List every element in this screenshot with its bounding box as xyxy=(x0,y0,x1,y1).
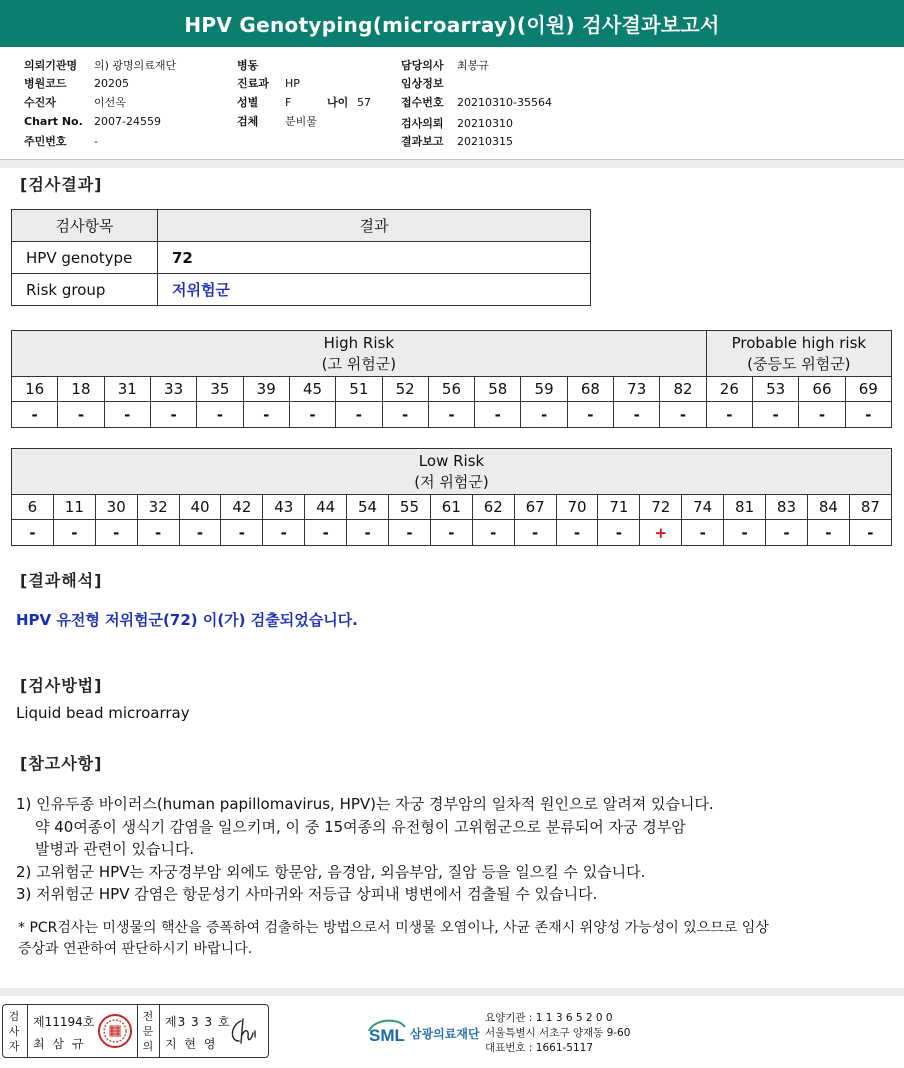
footer-divider xyxy=(0,988,904,996)
method-text: Liquid bead microarray xyxy=(16,704,190,722)
report-title: HPV Genotyping(microarray)(이원) 검사결과보고서 xyxy=(184,13,720,37)
high-type-cell-11: 59 xyxy=(521,377,567,402)
seal-stamp-icon xyxy=(97,1013,133,1049)
org-address-block xyxy=(485,1011,630,1056)
low-result-cell-6: - xyxy=(263,520,305,546)
receipt-row: 접수번호 20210310-35564 xyxy=(401,96,552,109)
high-result-cell-10: - xyxy=(475,402,521,428)
high-result-cell-5: - xyxy=(243,402,289,428)
high-type-row xyxy=(12,377,892,402)
high-result-cell-14: - xyxy=(660,402,706,428)
low-result-cell-4: - xyxy=(179,520,221,546)
note-1-cont: 발병과 관련이 있습니다. xyxy=(35,840,195,858)
pcr-disclaimer: * PCR검사는 미생물의 핵산을 증폭하여 검출하는 방법으로서 미생물 오염이나, 사균 존재시 위양성 가능성이 있으므로 임상 증상과 연관하여 판단하시기 바랍니다. xyxy=(18,920,769,957)
high-type-cell-13: 73 xyxy=(614,377,660,402)
low-type-cell-20: 87 xyxy=(849,495,891,520)
high-type-cell-5: 39 xyxy=(243,377,289,402)
low-result-cell-16: - xyxy=(682,520,724,546)
low-type-cell-19: 84 xyxy=(807,495,849,520)
high-type-cell-17: 66 xyxy=(799,377,845,402)
note-1-cont: 약 40여종이 생식기 감염을 일으키며, 이 중 15여종의 유전형이 고위험군으로 분류되어 자궁 경부암 xyxy=(35,817,686,836)
row-label-genotype: HPV genotype xyxy=(12,242,158,274)
high-result-cell-11: - xyxy=(521,402,567,428)
high-result-cell-13: - xyxy=(614,402,660,428)
high-type-cell-0: 16 xyxy=(12,377,58,402)
probable-risk-header: Probable high risk (중등도 위험군) xyxy=(706,331,891,377)
high-type-cell-7: 51 xyxy=(336,377,382,402)
svg-text:SML: SML xyxy=(369,1026,405,1045)
high-type-cell-4: 35 xyxy=(197,377,243,402)
high-result-cell-8: - xyxy=(382,402,428,428)
low-result-cell-18: - xyxy=(766,520,808,546)
high-type-cell-2: 31 xyxy=(104,377,150,402)
signature-box xyxy=(2,1004,269,1058)
patient-row: 수진자 이선옥 xyxy=(24,96,126,109)
low-result-cell-11: - xyxy=(472,520,514,546)
low-type-cell-5: 42 xyxy=(221,495,263,520)
divider xyxy=(159,1005,160,1057)
high-result-cell-2: - xyxy=(104,402,150,428)
low-result-cell-20: - xyxy=(849,520,891,546)
high-risk-table xyxy=(11,330,892,428)
tester-vertical-label: 검 사 자 xyxy=(8,1010,20,1053)
high-result-cell-7: - xyxy=(336,402,382,428)
table-row xyxy=(12,242,591,274)
col-header-result: 결과 xyxy=(158,210,591,242)
high-risk-header: High Risk (고 위험군) xyxy=(12,331,707,377)
high-type-cell-15: 26 xyxy=(706,377,752,402)
col-header-item: 검사항목 xyxy=(12,210,158,242)
high-result-cell-6: - xyxy=(289,402,335,428)
low-result-cell-10: - xyxy=(430,520,472,546)
high-type-cell-8: 52 xyxy=(382,377,428,402)
low-type-cell-6: 43 xyxy=(263,495,305,520)
low-type-cell-17: 81 xyxy=(724,495,766,520)
low-type-cell-14: 71 xyxy=(598,495,640,520)
table-row xyxy=(12,274,591,306)
tester-license-no: 제11194호 xyxy=(33,1015,95,1029)
low-type-cell-8: 54 xyxy=(347,495,389,520)
note-3: 3) 저위험군 HPV 감염은 항문성기 사마귀와 저등급 상피내 병변에서 검출될 수 있습니다. xyxy=(16,885,598,903)
dept-row: 진료과 HP xyxy=(237,77,300,90)
low-result-cell-15: + xyxy=(640,520,682,546)
patient-info-block xyxy=(0,47,904,160)
high-result-cell-9: - xyxy=(428,402,474,428)
low-type-cell-16: 74 xyxy=(682,495,724,520)
low-type-cell-9: 55 xyxy=(389,495,431,520)
report-title-bar xyxy=(0,0,904,47)
resident-row: 주민번호 - xyxy=(24,135,98,148)
low-type-cell-12: 67 xyxy=(514,495,556,520)
high-type-cell-12: 68 xyxy=(567,377,613,402)
low-type-cell-3: 32 xyxy=(137,495,179,520)
divider xyxy=(27,1005,28,1057)
low-result-row xyxy=(12,520,892,546)
high-type-cell-18: 69 xyxy=(845,377,891,402)
doctor-row: 담당의사 최봉규 xyxy=(401,59,489,72)
high-result-cell-15: - xyxy=(706,402,752,428)
hospital-code-row: 병원코드 20205 xyxy=(24,77,129,90)
high-type-cell-6: 45 xyxy=(289,377,335,402)
section-divider xyxy=(0,160,904,168)
report-date-row: 결과보고 20210315 xyxy=(401,135,513,148)
row-label-risk: Risk group xyxy=(12,274,158,306)
low-type-row xyxy=(12,495,892,520)
high-result-cell-16: - xyxy=(753,402,799,428)
reference-section-title: [참고사항] xyxy=(20,754,103,773)
high-type-cell-10: 58 xyxy=(475,377,521,402)
low-type-cell-0: 6 xyxy=(12,495,54,520)
low-result-cell-1: - xyxy=(53,520,95,546)
org-phone: 대표번호 : 1661-5117 xyxy=(485,1042,594,1054)
low-result-cell-14: - xyxy=(598,520,640,546)
row-value-risk: 저위험군 xyxy=(158,274,591,306)
low-result-cell-7: - xyxy=(305,520,347,546)
low-type-cell-15: 72 xyxy=(640,495,682,520)
high-result-cell-1: - xyxy=(58,402,104,428)
specialist-vertical-label: 전 문 의 xyxy=(142,1010,154,1053)
high-type-cell-9: 56 xyxy=(428,377,474,402)
low-result-cell-0: - xyxy=(12,520,54,546)
interpretation-text: HPV 유전형 저위험군(72) 이(가) 검출되었습니다. xyxy=(16,611,358,629)
low-type-cell-11: 62 xyxy=(472,495,514,520)
reference-notes xyxy=(16,793,714,906)
low-type-cell-4: 40 xyxy=(179,495,221,520)
sml-logo-icon xyxy=(366,1013,408,1049)
high-type-cell-1: 18 xyxy=(58,377,104,402)
clinical-row: 임상정보 xyxy=(401,77,444,90)
low-result-cell-2: - xyxy=(95,520,137,546)
low-risk-table xyxy=(11,448,892,546)
method-section-title: [검사방법] xyxy=(20,676,103,695)
specialist-name: 지 현 영 xyxy=(165,1037,218,1051)
high-result-cell-12: - xyxy=(567,402,613,428)
tester-name: 최 삼 규 xyxy=(33,1037,86,1051)
high-type-cell-14: 82 xyxy=(660,377,706,402)
specialist-license-no: 제3 3 3 호 xyxy=(165,1015,231,1029)
org-code: 요양기관 : 1 1 3 6 5 2 0 0 xyxy=(485,1012,613,1024)
signature-icon xyxy=(225,1015,265,1049)
low-type-cell-13: 70 xyxy=(556,495,598,520)
low-type-cell-2: 30 xyxy=(95,495,137,520)
sex-row: 성별 F 나이 57 xyxy=(237,96,371,109)
low-type-cell-10: 61 xyxy=(430,495,472,520)
high-result-cell-18: - xyxy=(845,402,891,428)
high-result-cell-0: - xyxy=(12,402,58,428)
low-risk-header: Low Risk (저 위험군) xyxy=(12,449,892,495)
ward-row: 병동 xyxy=(237,59,259,72)
institution-row: 의뢰기관명 의) 광명의료재단 xyxy=(24,59,177,72)
org-address: 서울특별시 서초구 양재동 9-60 xyxy=(485,1027,631,1039)
interpretation-section-title: [결과해석] xyxy=(20,571,103,590)
high-result-cell-4: - xyxy=(197,402,243,428)
low-result-cell-5: - xyxy=(221,520,263,546)
note-2: 2) 고위험군 HPV는 자궁경부암 외에도 항문암, 음경암, 외음부암, 질암 등을 일으킬 수 있습니다. xyxy=(16,862,646,881)
request-row: 검사의뢰 20210310 xyxy=(401,117,513,130)
result-section-title: [검사결과] xyxy=(20,175,103,194)
low-result-cell-17: - xyxy=(724,520,766,546)
low-type-cell-1: 11 xyxy=(53,495,95,520)
org-name: 삼광의료재단 xyxy=(410,1027,480,1041)
low-result-cell-8: - xyxy=(347,520,389,546)
chart-row: Chart No. 2007-24559 xyxy=(24,115,161,128)
result-table xyxy=(11,209,591,306)
low-type-cell-7: 44 xyxy=(305,495,347,520)
high-result-cell-17: - xyxy=(799,402,845,428)
low-result-cell-9: - xyxy=(389,520,431,546)
high-type-cell-16: 53 xyxy=(753,377,799,402)
low-result-cell-19: - xyxy=(807,520,849,546)
high-result-row xyxy=(12,402,892,428)
note-1: 1) 인유두종 바이러스(human papillomavirus, HPV)는 자궁 경부암의 일차적 원인으로 알려져 있습니다. xyxy=(16,795,714,813)
specimen-row: 검체 분비물 xyxy=(237,115,317,128)
high-result-cell-3: - xyxy=(150,402,196,428)
high-type-cell-3: 33 xyxy=(150,377,196,402)
low-result-cell-12: - xyxy=(514,520,556,546)
divider xyxy=(137,1005,138,1057)
low-type-cell-18: 83 xyxy=(766,495,808,520)
low-result-cell-13: - xyxy=(556,520,598,546)
low-result-cell-3: - xyxy=(137,520,179,546)
row-value-genotype: 72 xyxy=(158,242,591,274)
